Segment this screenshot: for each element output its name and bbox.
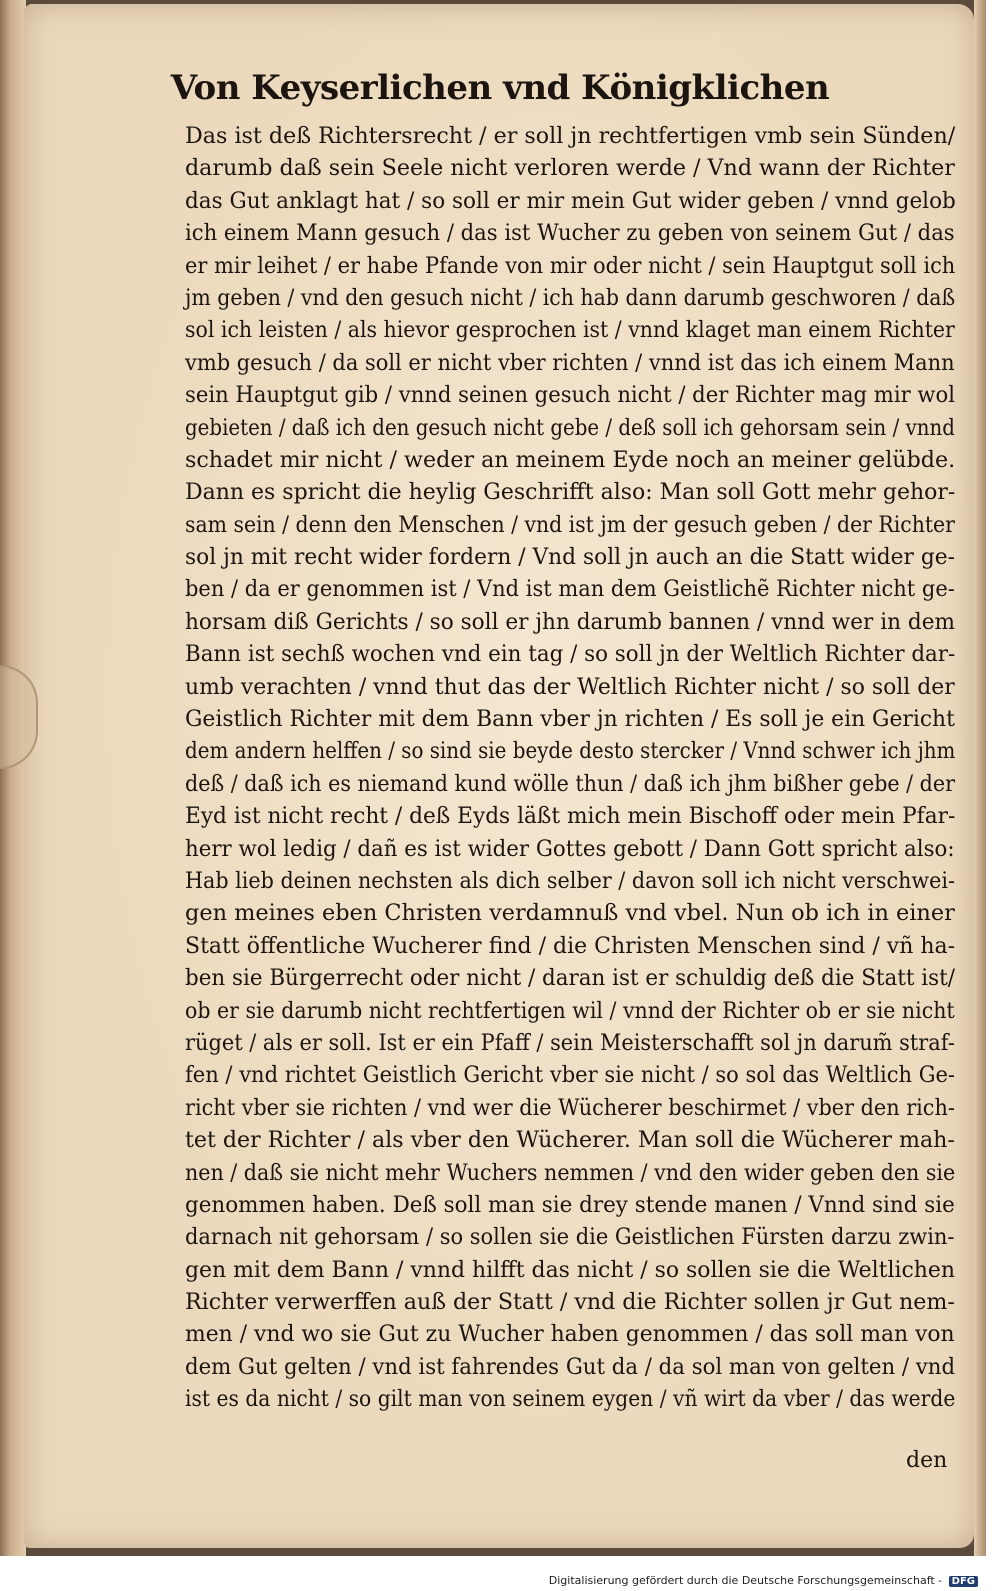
text-line: das Gut anklagt hat / so soll er mir mein Gut wider geben / vnnd gelob	[185, 187, 956, 214]
text-line: vmb gesuch / da soll er nicht vber richten / vnnd ist das ich einem Mann	[185, 349, 955, 376]
text-line: schadet mir nicht / weder an meinem Eyde noch an meiner gelübde.	[185, 446, 956, 473]
text-line: Statt öffentliche Wucherer find / die Christen Menschen sind / vñ ha-	[185, 932, 956, 959]
text-line: sol ich leisten / als hievor gesprochen ist / vnnd klaget man einem Richter	[185, 317, 955, 344]
text-line: ben / da er genommen ist / Vnd ist man dem Geistlichẽ Richter nicht ge-	[185, 576, 955, 603]
catchword: den	[906, 1448, 948, 1473]
text-line: Das ist deß Richtersrecht / er soll jn rechtfertigen vmb sein Sünden/	[185, 123, 956, 149]
text-line: nen / daß sie nicht mehr Wuchers nemmen / vnd den wider geben den sie	[185, 1159, 956, 1186]
text-line: ich einem Mann gesuch / das ist Wucher zu geben von seinem Gut / das	[185, 220, 955, 247]
dfg-logo: DFG	[949, 1576, 978, 1587]
running-head: Von Keyserlichen vnd Königklichen	[170, 68, 830, 108]
text-line: gen mit dem Bann / vnnd hilfft das nicht / so sollen sie die Weltlichen	[185, 1256, 956, 1283]
text-line: deß / daß ich es niemand kund wölle thun / daß ich jhm bißher gebe / der	[185, 770, 955, 797]
text-line: umb verachten / vnnd thut das der Weltlich Richter nicht / so soll der	[185, 673, 955, 700]
text-line: Richter verwerffen auß der Statt / vnd die Richter sollen jr Gut nem-	[185, 1289, 955, 1316]
text-line: sein Hauptgut gib / vnnd seinen gesuch nicht / der Richter mag mir wol	[185, 382, 955, 409]
text-line: richt vber sie richten / vnd wer die Wücherer beschirmet / vber den rich-	[185, 1094, 955, 1121]
text-line: tet der Richter / als vber den Wücherer. Man soll die Wücherer mah-	[185, 1127, 955, 1154]
text-line: ob er sie darumb nicht rechtfertigen wil / vnnd der Richter ob er sie nicht	[185, 997, 955, 1024]
text-line: herr wol ledig / dañ es ist wider Gottes gebott / Dann Gott spricht also:	[185, 835, 955, 862]
book-spine	[0, 0, 26, 1556]
text-line: Bann ist sechß wochen vnd ein tag / so soll jn der Weltlich Richter dar-	[185, 641, 956, 668]
footer-credit	[549, 1574, 978, 1587]
text-line: gebieten / daß ich den gesuch nicht gebe / deß soll ich gehorsam sein / vnnd	[185, 414, 955, 441]
page-text	[185, 120, 955, 1416]
footer-credit-text: Digitalisierung gefördert durch die Deutsche Forschungsgemeinschaft -	[548, 1574, 943, 1587]
text-line: rüget / als er soll. Ist er ein Pfaff / sein Meisterschafft sol jn darum̃ straf-	[185, 1029, 955, 1056]
text-line: Dann es spricht die heylig Geschrifft also: Man soll Gott mehr gehor-	[185, 479, 956, 506]
text-line: er mir leihet / er habe Pfande von mir oder nicht / sein Hauptgut soll ich	[185, 252, 956, 279]
text-line: dem andern helffen / so sind sie beyde desto stercker / Vnnd schwer ich jhm	[185, 738, 956, 765]
text-line: horsam diß Gerichts / so soll er jhn darumb bannen / vnnd wer in dem	[185, 608, 956, 635]
page-edge	[974, 0, 986, 1556]
text-line: ist es da nicht / so gilt man von seinem eygen / vñ wirt da vber / das werde	[185, 1386, 956, 1413]
text-line: fen / vnd richtet Geistlich Gericht vber sie nicht / so sol das Weltlich Ge-	[185, 1062, 956, 1089]
text-line: jm geben / vnd den gesuch nicht / ich hab dann darumb geschworen / daß	[185, 284, 956, 311]
text-line: dem Gut gelten / vnd ist fahrendes Gut da / da sol man von gelten / vnd	[185, 1353, 956, 1380]
text-line: ben sie Bürgerrecht oder nicht / daran ist er schuldig deß die Statt ist/	[185, 965, 955, 992]
text-line: Geistlich Richter mit dem Bann vber jn richten / Es soll je ein Gericht	[185, 706, 955, 733]
text-line: darnach nit gehorsam / so sollen sie die Geistlichen Fürsten darzu zwin-	[185, 1224, 955, 1251]
text-line: men / vnd wo sie Gut zu Wucher haben genommen / das soll man von	[185, 1321, 955, 1348]
text-line: genommen haben. Deß soll man sie drey stende manen / Vnnd sind sie	[185, 1191, 955, 1218]
text-line: sol jn mit recht wider fordern / Vnd soll jn auch an die Statt wider ge-	[185, 544, 955, 571]
text-line: gen meines eben Christen verdamnuß vnd vbel. Nun ob ich in einer	[185, 900, 955, 927]
text-line: darumb daß sein Seele nicht verloren werde / Vnd wann der Richter	[185, 155, 955, 182]
text-line: sam sein / denn den Menschen / vnd ist jm der gesuch geben / der Richter	[185, 511, 955, 538]
text-line: Eyd ist nicht recht / deß Eyds läßt mich mein Bischoff oder mein Pfar-	[185, 803, 956, 830]
text-line: Hab lieb deinen nechsten als dich selber / davon soll ich nicht verschwei-	[185, 867, 955, 894]
